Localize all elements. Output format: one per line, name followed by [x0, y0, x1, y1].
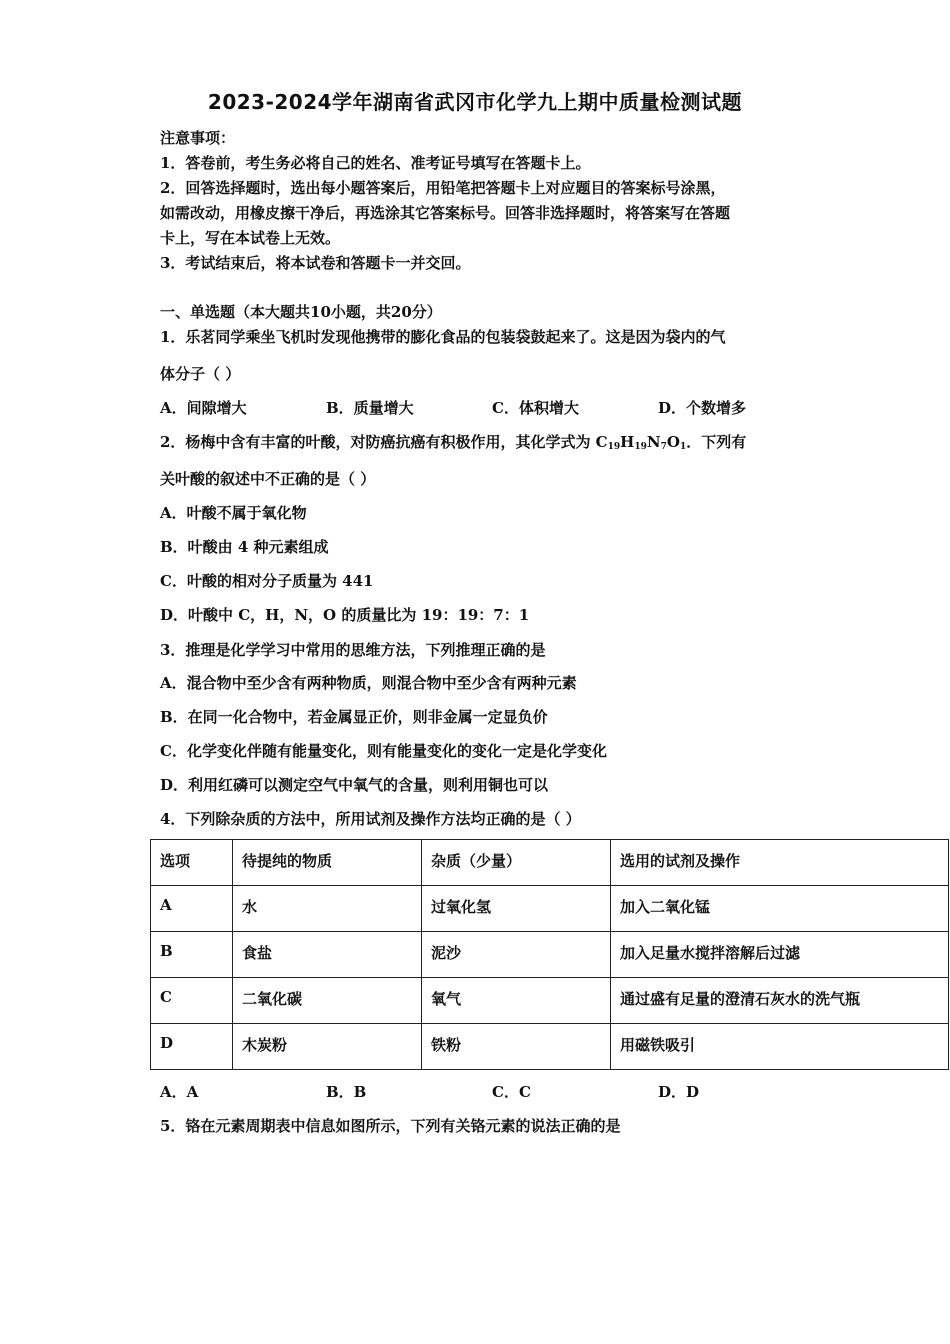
q4-option-d: D．D [658, 1083, 700, 1101]
formula-h: H [620, 433, 635, 451]
q2-option-a: A．叶酸不属于氧化物 [160, 504, 307, 522]
notice-heading: 注意事项： [160, 129, 236, 147]
notice-item-2-line-2: 如需改动，用橡皮擦干净后，再选涂其它答案标号。回答非选择题时，将答案写在答题 [160, 204, 731, 222]
table-row [151, 1024, 949, 1070]
formula-o: O [666, 433, 680, 451]
table-row [151, 932, 949, 978]
formula-c-count: 19 [607, 442, 621, 452]
q2-stem-line-2: 关叶酸的叙述中不正确的是（ ） [160, 470, 376, 488]
notice-item-2-line-3: 卡上，写在本试卷上无效。 [160, 229, 341, 247]
table-cell: 铁粉 [422, 1024, 611, 1070]
table-row [151, 886, 949, 932]
q2-stem-prefix: 2．杨梅中含有丰富的叶酸，对防癌抗癌有积极作用，其化学式为 [160, 433, 596, 451]
formula-c: C [595, 433, 608, 451]
q4-option-b: B．B [326, 1083, 367, 1101]
table-cell: B [151, 932, 233, 978]
formula-n-count: 7 [660, 442, 667, 452]
table-header-cell: 选项 [151, 840, 233, 886]
table-cell: 木炭粉 [233, 1024, 422, 1070]
q1-option-a: A．间隙增大 [160, 399, 247, 417]
q4-option-a: A．A [160, 1083, 199, 1101]
page-title: 2023-2024学年湖南省武冈市化学九上期中质量检测试题 [207, 90, 743, 114]
q4-options [160, 1082, 699, 1102]
table-cell: 食盐 [233, 932, 422, 978]
table-cell: 二氧化碳 [233, 978, 422, 1024]
q1-option-d: D．个数增多 [658, 399, 747, 417]
table-cell: 用磁铁吸引 [611, 1024, 949, 1070]
q3-option-d: D．利用红磷可以测定空气中氧气的含量，则利用铜也可以 [160, 776, 549, 794]
q2-formula [596, 433, 687, 451]
q4-stem: 4．下列除杂质的方法中，所用试剂及操作方法均正确的是（ ） [160, 810, 581, 828]
table-row [151, 978, 949, 1024]
q3-option-b: B．在同一化合物中，若金属显正价，则非金属一定显负价 [160, 708, 548, 726]
q3-option-a: A．混合物中至少含有两种物质，则混合物中至少含有两种元素 [160, 674, 577, 692]
notice-item-2-line-1: 2．回答选择题时，选出每小题答案后，用铅笔把答题卡上对应题目的答案标号涂黑， [160, 179, 726, 197]
formula-n: N [646, 433, 661, 451]
q1-option-c: C．体积增大 [492, 399, 579, 417]
q3-stem: 3．推理是化学学习中常用的思维方法，下列推理正确的是 [160, 641, 546, 659]
q2-stem-suffix: ．下列有 [686, 433, 747, 451]
table-header-cell: 选用的试剂及操作 [611, 840, 949, 886]
q4-option-c: C．C [492, 1083, 531, 1101]
q2-option-d: D．叶酸中 C，H，N，O 的质量比为 19：19：7：1 [160, 606, 530, 624]
notice-item-3: 3．考试结束后，将本试卷和答题卡一并交回。 [160, 254, 471, 272]
table-cell: 加入二氧化锰 [611, 886, 949, 932]
formula-h-count: 19 [634, 442, 647, 452]
table-cell: 氧气 [422, 978, 611, 1024]
section-heading: 一、单选题（本大题共10小题，共20分） [160, 303, 442, 321]
q5-stem: 5．铬在元素周期表中信息如图所示，下列有关铬元素的说法正确的是 [160, 1117, 621, 1135]
table-cell: A [151, 886, 233, 932]
q4-table [150, 839, 949, 1070]
q2-option-b: B．叶酸由 4 种元素组成 [160, 538, 329, 556]
q1-stem-line-1: 1．乐茗同学乘坐飞机时发现他携带的膨化食品的包装袋鼓起来了。这是因为袋内的气 [160, 328, 726, 346]
table-header-row [151, 840, 949, 886]
q1-option-b: B．质量增大 [326, 399, 414, 417]
table-cell: 泥沙 [422, 932, 611, 978]
table-cell: 加入足量水搅拌溶解后过滤 [611, 932, 949, 978]
q1-options [160, 398, 746, 418]
notice-item-1: 1．答卷前，考生务必将自己的姓名、准考证号填写在答题卡上。 [160, 154, 591, 172]
table-cell: 通过盛有足量的澄清石灰水的洗气瓶 [611, 978, 949, 1024]
table-cell: D [151, 1024, 233, 1070]
table-cell: 过氧化氢 [422, 886, 611, 932]
q2-stem-line-1 [160, 432, 746, 457]
q2-option-c: C．叶酸的相对分子质量为 441 [160, 572, 374, 590]
table-cell: 水 [233, 886, 422, 932]
formula-o-count: 1 [679, 442, 687, 452]
q1-stem-line-2: 体分子（ ） [160, 365, 241, 383]
q3-option-c: C．化学变化伴随有能量变化，则有能量变化的变化一定是化学变化 [160, 742, 607, 760]
table-header-cell: 杂质（少量） [422, 840, 611, 886]
table-header-cell: 待提纯的物质 [233, 840, 422, 886]
table-cell: C [151, 978, 233, 1024]
